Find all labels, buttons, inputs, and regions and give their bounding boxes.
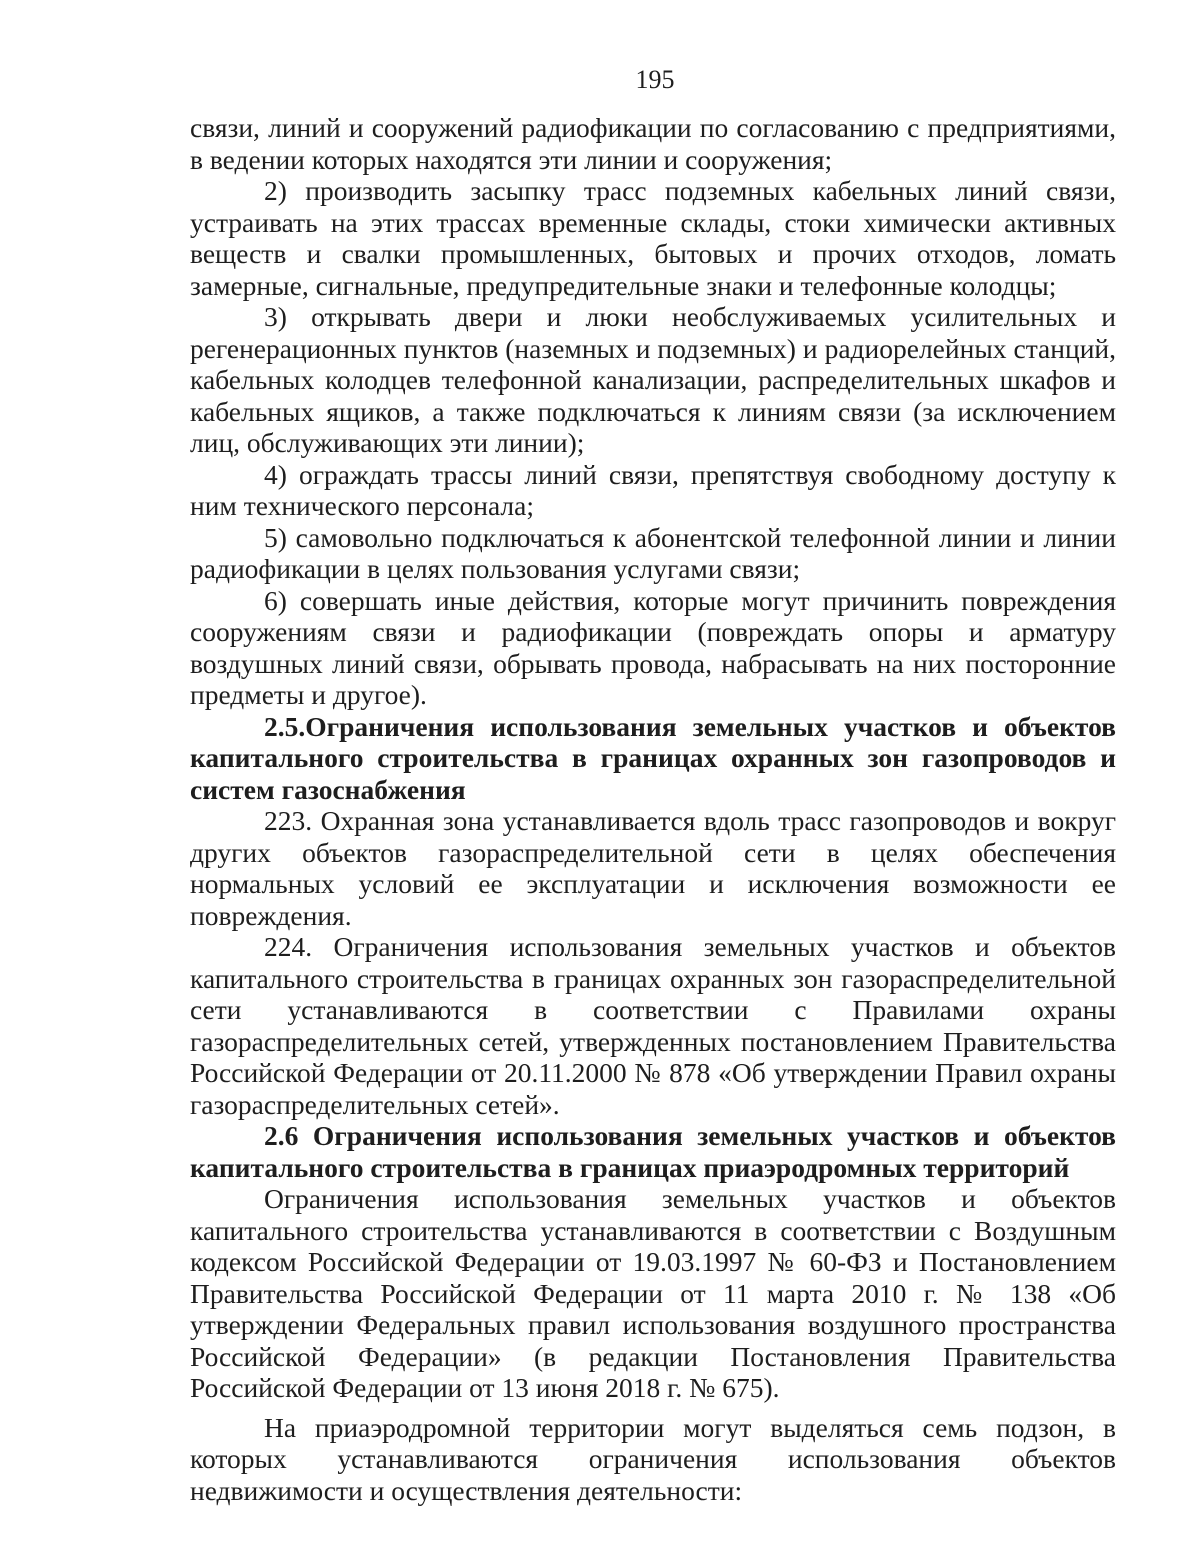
section-heading-2-5: 2.5.Ограничения использования земельных участков и объектов капитального строительства в границах охранных зон газопроводов и систем газоснабжения [190, 710, 1116, 805]
document-body [190, 112, 1116, 1506]
page-number: 195 [635, 65, 675, 94]
list-item-4: 4) ограждать трассы линий связи, препятствуя свободному доступу к ним технического персонала; [190, 458, 1116, 521]
paragraph-continuation: связи, линий и сооружений радиофикации по согласованию с предприятиями, в ведении которых находятся эти линии и сооружения; [190, 112, 1116, 175]
list-item-3: 3) открывать двери и люки необслуживаемых усилительных и регенерационных пунктов (наземных и подземных) и радиорелейных станций, кабельных колодцев телефонной канализации, распределительных шкафов и кабельных ящиков, а также подключаться к линиям связи (за исключением лиц, обслуживающих эти линии); [190, 301, 1116, 458]
list-item-6: 6) совершать иные действия, которые могут причинить повреждения сооружениям связи и радиофикации (повреждать опоры и арматуру воздушных линий связи, обрывать провода, набрасывать на них посторонние предметы и другое). [190, 584, 1116, 710]
paragraph-224: 224. Ограничения использования земельных участков и объектов капитального строительства в границах охранных зон газораспределительной сети устанавливаются в соответствии с Правилами охраны газораспределительных сетей, утвержденных постановлением Правительства Российской Федерации от 20.11.2000 № 878 «Об утверждении Правил охраны газораспределительных сетей». [190, 931, 1116, 1120]
paragraph-airfield-restrictions: Ограничения использования земельных участков и объектов капитального строительства устанавливаются в соответствии с Воздушным кодексом Российской Федерации от 19.03.1997 № 60-ФЗ и Постановлением Правительства Российской Федерации от 11 марта 2010 г. № 138 «Об утверждении Федеральных правил использования воздушного пространства Российской Федерации» (в редакции Постановления Правительства Российской Федерации от 13 июня 2018 г. № 675). [190, 1183, 1116, 1403]
paragraph-subzones: На приаэродромной территории могут выделяться семь подзон, в которых устанавливаются ограничения использования объектов недвижимости и осуществления деятельности: [190, 1411, 1116, 1506]
section-heading-2-6: 2.6 Ограничения использования земельных участков и объектов капитального строительства в границах приаэродромных территорий [190, 1120, 1116, 1183]
list-item-5: 5) самовольно подключаться к абонентской телефонной линии и линии радиофикации в целях пользования услугами связи; [190, 521, 1116, 584]
list-item-2: 2) производить засыпку трасс подземных кабельных линий связи, устраивать на этих трассах временные склады, стоки химически активных веществ и свалки промышленных, бытовых и прочих отходов, ломать замерные, сигнальные, предупредительные знаки и телефонные колодцы; [190, 175, 1116, 301]
paragraph-223: 223. Охранная зона устанавливается вдоль трасс газопроводов и вокруг других объектов газораспределительной сети в целях обеспечения нормальных условий ее эксплуатации и исключения возможности ее повреждения. [190, 805, 1116, 931]
